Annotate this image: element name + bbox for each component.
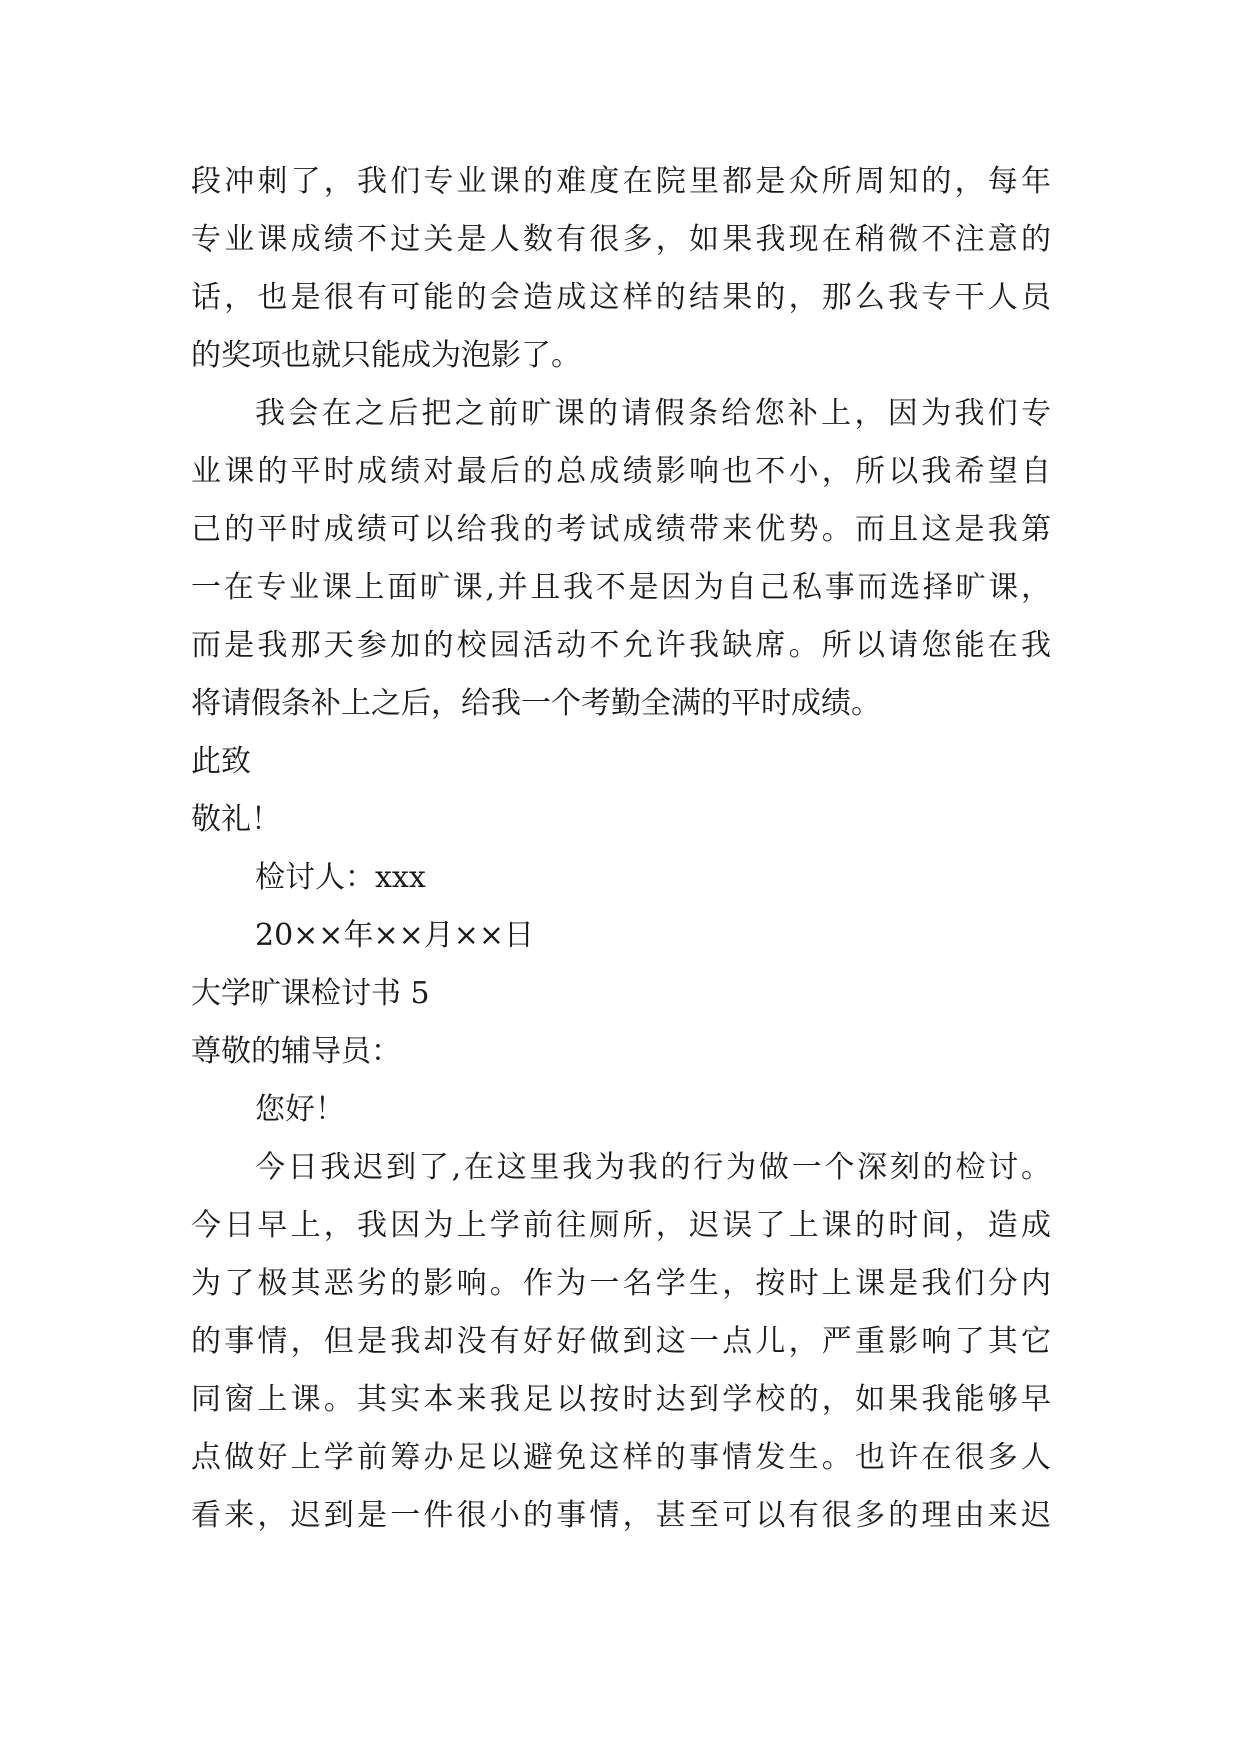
- paragraph-line: 同窗上课。其实本来我足以按时达到学校的，如果我能够早: [191, 1382, 1051, 1417]
- paragraph-line: 而是我那天参加的校园活动不允许我缺席。所以请您能在我: [191, 628, 1051, 663]
- paragraph-line: 段冲刺了，我们专业课的难度在院里都是众所周知的，每年: [191, 164, 1051, 199]
- signer: 检讨人：xxx: [255, 860, 426, 895]
- paragraph-line: 为了极其恶劣的影响。作为一名学生，按时上课是我们分内: [191, 1266, 1051, 1301]
- paragraph-line: 话，也是很有可能的会造成这样的结果的，那么我专干人员: [191, 280, 1051, 315]
- paragraph-line: 己的平时成绩可以给我的考试成绩带来优势。而且这是我第: [191, 512, 1051, 547]
- greeting: 您好！: [255, 1092, 345, 1127]
- salutation: 尊敬的辅导员：: [191, 1034, 401, 1069]
- paragraph-line: 的事情，但是我却没有好好做到这一点儿，严重影响了其它: [191, 1324, 1051, 1359]
- paragraph-line: 一在专业课上面旷课,并且我不是因为自己私事而选择旷课，: [191, 570, 1051, 605]
- paragraph-line: 我会在之后把之前旷课的请假条给您补上，因为我们专: [255, 396, 1051, 431]
- paragraph-line: 点做好上学前筹办足以避免这样的事情发生。也许在很多人: [191, 1440, 1051, 1475]
- paragraph-line: 今日我迟到了,在这里我为我的行为做一个深刻的检讨。: [255, 1150, 1051, 1185]
- paragraph-line: 将请假条补上之后，给我一个考勤全满的平时成绩。: [191, 686, 881, 721]
- paragraph-line: 今日早上，我因为上学前往厕所，迟误了上课的时间，造成: [191, 1208, 1051, 1243]
- closing-salute: 敬礼！: [191, 802, 281, 837]
- document-body: [191, 153, 1051, 1545]
- section-title: 大学旷课检讨书 5: [191, 976, 430, 1011]
- closing-line: 此致: [191, 744, 251, 779]
- paragraph-line: 看来，迟到是一件很小的事情，甚至可以有很多的理由来迟: [191, 1498, 1051, 1533]
- paragraph-line: 专业课成绩不过关是人数有很多，如果我现在稍微不注意的: [191, 222, 1051, 257]
- date: 20××年××月××日: [255, 918, 534, 953]
- paragraph-line: 业课的平时成绩对最后的总成绩影响也不小，所以我希望自: [191, 454, 1051, 489]
- paragraph-line: 的奖项也就只能成为泡影了。: [191, 338, 581, 373]
